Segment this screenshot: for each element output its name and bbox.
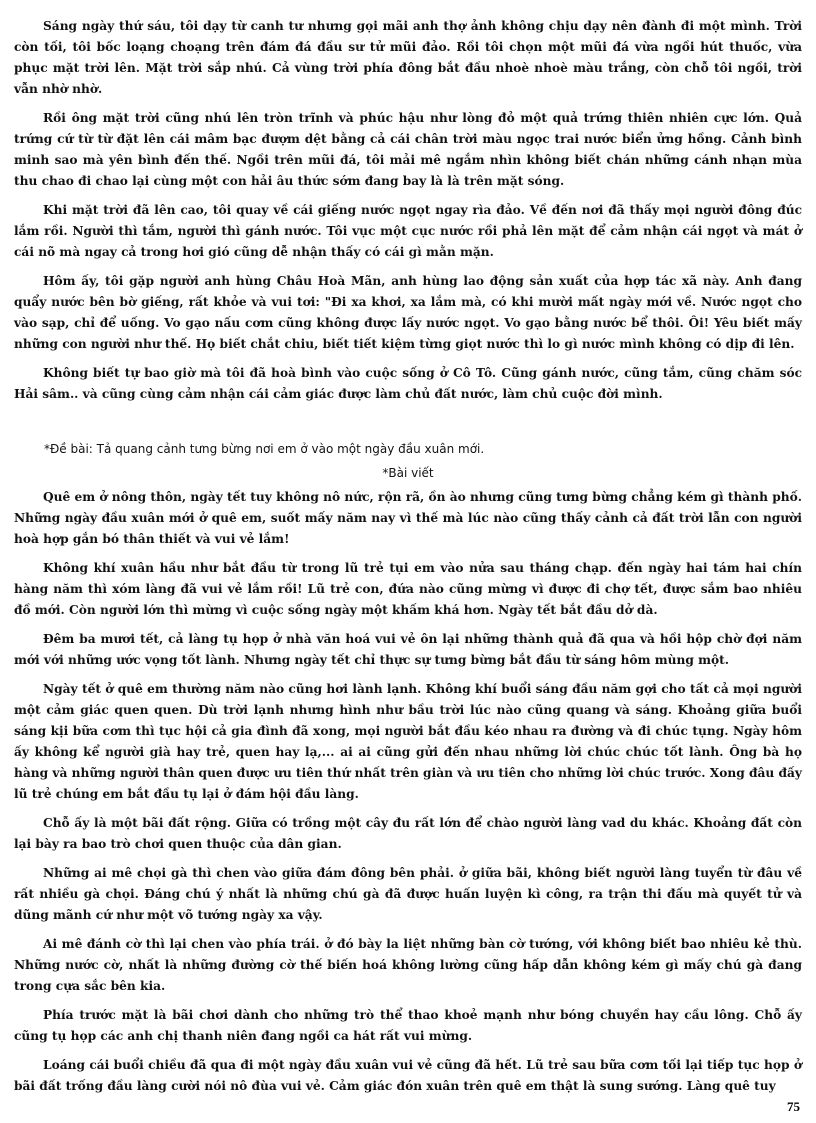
paragraph: Phía trước mặt là bãi chơi dành cho những trò thể thao khoẻ mạnh như bóng chuyền hay cầu lông. Chỗ ấy cũng tụ họp các anh chị thanh niên đang ngồi ca hát rất vui mừng. [14,1008,802,1043]
essay-prompt: *Đề bài: Tả quang cảnh tưng bừng nơi em ở vào một ngày đầu xuân mới. [44,442,485,456]
essay-heading: *Bài viết [382,466,434,480]
paragraph: Rồi ông mặt trời cũng nhú lên tròn trĩnh và phúc hậu như lòng đỏ một quả trứng thiên nhiên cực lớn. Quả trứng cứ từ từ đặt lên cái mâm bạc đượm dệt bằng cả cái chân trời màu ngọc trai nước biển ửng hồng. Cảnh bình minh sao mà yên bình đến thế. Ngồi trên mũi đá, tôi mải mê ngắm nhìn không biết chán những cánh nhạn mùa thu chao đi chao lại cùng một con hải âu thức sớm đang bay là là trên mặt sóng. [14,111,802,188]
paragraph: Ngày tết ở quê em thường năm nào cũng hơi lành lạnh. Không khí buổi sáng đầu năm gợi cho tất cả mọi người một cảm giác quen quen. Dù trời lạnh nhưng hình như bầu trời lúc nào cũng quang và sáng. Khoảng giữa buổi sáng kịi bữa cơm thì tục hội cả gia đình đã xong, mọi người bắt đầu kéo nhau ra đường và đi chúc tụng. Ngày hôm ấy không kể người già hay trẻ, quen hay lạ,... ai ai cũng gửi đến nhau những lời chúc chúc tốt lành. Ông bà họ hàng và những người thân quen được ưu tiên thứ nhất trên giàn và ưu tiên cho những lời chúc trước. Xong đâu đấy lũ trẻ chúng em bắt đầu tụ lại ở đám hội đầu làng. [14,682,802,801]
paragraph: Quê em ở nông thôn, ngày tết tuy không nô nức, rộn rã, ồn ào nhưng cũng tưng bừng chẳng kém gì thành phố. Những ngày đầu xuân mới ở quê em, suốt mấy năm nay vì thế mà lúc nào cũng thấy cảnh cả đất trời lẫn con người hoà hợp gắn bó thân thiết và vui vẻ lắm! [14,490,802,546]
paragraph: Những ai mê chọi gà thì chen vào giữa đám đông bên phải. ở giữa bãi, không biết người làng tuyển từ đâu về rất nhiều gà chọi. Đáng chú ý nhất là những chú gà đã được huấn luyện kì công, ra trận thi đấu mà quyết tử và dũng mãnh cứ như một võ tướng ngày xa vậy. [14,866,802,922]
paragraph: Khi mặt trời đã lên cao, tôi quay về cái giếng nước ngọt ngay rìa đảo. Về đến nơi đã thấy mọi người đông đúc lắm rồi. Người thì tắm, người thì gánh nước. Tôi vục một cục nước rồi phả lên mặt để cảm nhận cái ngọt và mát ở cái nõ mà ngay cả trong hơi gió cũng dễ nhận thấy có cái gì mằn mặn. [14,203,802,259]
paragraph: Loáng cái buổi chiều đã qua đi một ngày đầu xuân vui vẻ cũng đã hết. Lũ trẻ sau bữa cơm tối lại tiếp tục họp ở bãi đất trống đầu làng cười nói nô đùa vui vẻ. Cảm giác đón xuân trên quê em thật là sung sướng. Làng quê tuy [14,1058,802,1093]
paragraph: Chỗ ấy là một bãi đất rộng. Giữa có trồng một cây đu rất lớn để chào người làng vad du khác. Khoảng đất còn lại bày ra bao trò chơi quen thuộc của dân gian. [14,816,802,851]
paragraph: Không biết tự bao giờ mà tôi đã hoà bình vào cuộc sống ở Cô Tô. Cũng gánh nước, cũng tắm, cũng chăm sóc Hải sâm.. và cũng cùng cảm nhận cái cảm giác được làm chủ đất nước, làm chủ cuộc đời mình. [14,366,802,401]
paragraph: Sáng ngày thứ sáu, tôi dạy từ canh tư nhưng gọi mãi anh thợ ảnh không chịu dạy nên đành đi một mình. Trời còn tối, tôi bốc loạng choạng trên đám đá đầu sư tử mũi đảo. Rồi tôi chọn một mũi đá vừa ngồi hút thuốc, vừa phục mặt trời lên. Mặt trời sắp nhú. Cả vùng trời phía đông bắt đầu nhoè nhoè màu trắng, còn chỗ tôi ngồi, trời vẫn nhờ nhờ. [14,19,802,96]
paragraph: Không khí xuân hầu như bắt đầu từ trong lũ trẻ tụi em vào nửa sau tháng chạp. đến ngày hai tám hai chín hàng năm thì xóm làng đã vui vẻ lắm rồi! Lũ trẻ con, đứa nào cũng mừng vì được đi chợ tết, được sắm bao nhiêu đồ mới. Còn người lớn thì mừng vì cuộc sống ngày một khấm khá hơn. Ngày tết bắt đầu dở dà. [14,561,802,617]
page-number: 75 [787,1099,800,1114]
paragraph: Đêm ba mươi tết, cả làng tụ họp ở nhà văn hoá vui vẻ ôn lại những thành quả đã qua và hồi hộp chờ đợi năm mới với những ước vọng tốt lành. Nhưng ngày tết chỉ thực sự tưng bừng bắt đầu từ sáng hôm mùng một. [14,632,802,667]
section-gap [14,413,802,439]
paragraph: Ai mê đánh cờ thì lại chen vào phía trái. ở đó bày la liệt những bàn cờ tướng, với không biết bao nhiêu kẻ thù. Những nước cờ, nhất là những đường cờ thế biến hoá không lường cũng hấp dẫn không kém gì mấy chú gà đang trong cựa sắc bên kia. [14,937,802,993]
paragraph: Hôm ấy, tôi gặp người anh hùng Châu Hoà Mãn, anh hùng lao động sản xuất của hợp tác xã này. Anh đang quẩy nước bên bờ giếng, rất khỏe và vui tơi: "Đi xa khơi, xa lắm mà, có khi mười mất ngày mới về. Nước ngọt cho vào sạp, chỉ để uống. Vo gạo nấu cơm cũng không được lấy nước ngọt. Vo gạo bằng nước bể thôi. Ôi! Yêu biết mấy những con người như thế. Họ biết chắt chiu, biết tiết kiệm từng giọt nước thì lo gì nước mình không có dịp đi lên. [14,274,802,351]
